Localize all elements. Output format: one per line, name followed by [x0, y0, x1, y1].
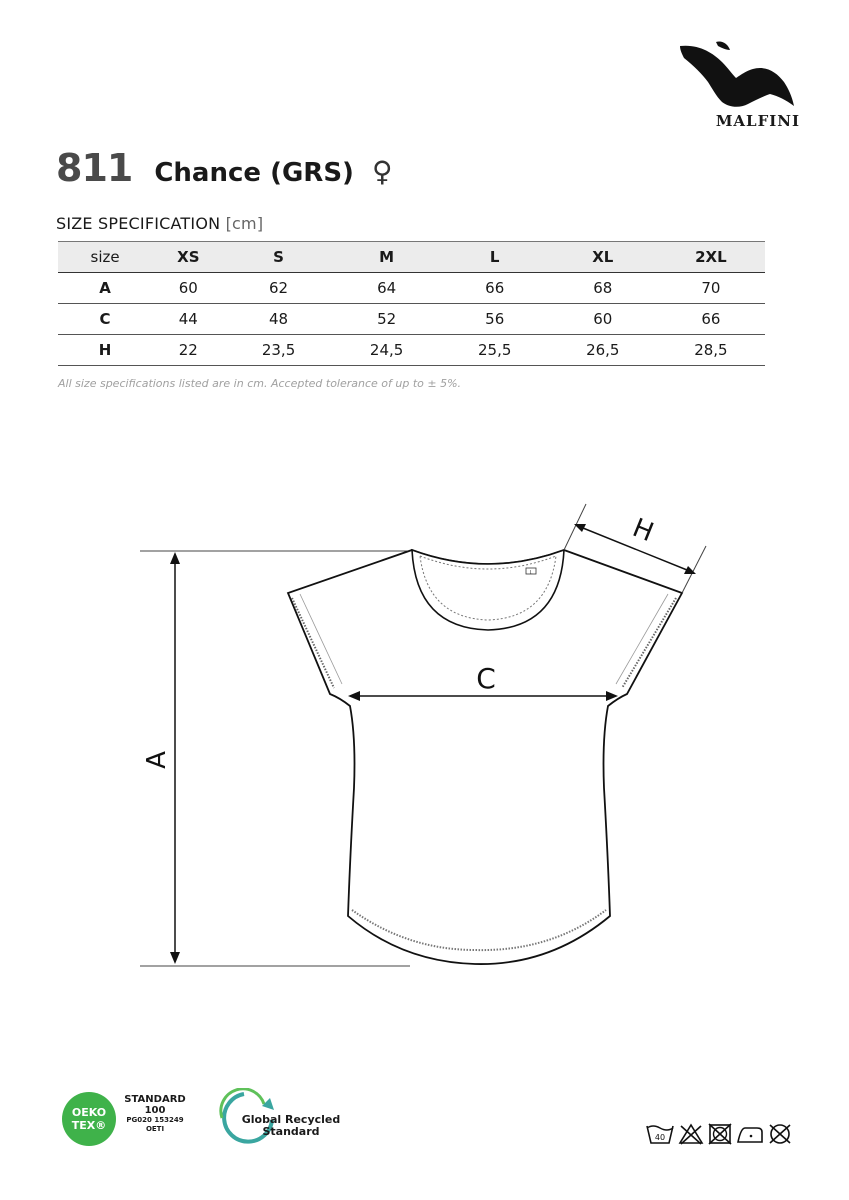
- no-bleach-icon: [677, 1122, 705, 1146]
- female-symbol-icon: ♀: [371, 155, 393, 188]
- spec-unit: [cm]: [225, 214, 264, 233]
- grs-text: [236, 1114, 346, 1138]
- spec-title-text: SIZE SPECIFICATION: [56, 214, 221, 233]
- table-row: [58, 273, 765, 304]
- row-label: A: [58, 273, 152, 304]
- product-name: Chance (GRS): [154, 158, 354, 188]
- table-row: [58, 304, 765, 335]
- product-title: [56, 146, 392, 192]
- header-size: XS: [152, 242, 224, 273]
- header-size: XL: [549, 242, 657, 273]
- table-cell: 60: [152, 273, 224, 304]
- care-symbols: [645, 1122, 793, 1146]
- brand-logo: [660, 38, 810, 138]
- table-cell: 48: [225, 304, 333, 335]
- grs-badge: [214, 1088, 344, 1148]
- shirt-tag-size: L: [529, 570, 533, 576]
- table-cell: 28,5: [657, 335, 765, 366]
- oeko-institute: OETI: [145, 1125, 165, 1133]
- table-cell: 68: [549, 273, 657, 304]
- dimension-label-c: C: [476, 662, 496, 695]
- table-cell: 66: [441, 273, 549, 304]
- dimension-label-h: H: [628, 513, 658, 549]
- table-row: [58, 335, 765, 366]
- iron-low-icon: [735, 1122, 765, 1146]
- table-header-row: [58, 242, 765, 273]
- wash-temperature: 40: [654, 1133, 666, 1142]
- no-tumble-dry-icon: [707, 1122, 733, 1146]
- table-cell: 62: [225, 273, 333, 304]
- wash-40-icon: [645, 1122, 675, 1146]
- table-cell: 56: [441, 304, 549, 335]
- oeko-standard: STANDARD: [124, 1094, 186, 1105]
- brand-name: MALFINI: [715, 112, 800, 130]
- table-cell: 23,5: [225, 335, 333, 366]
- spec-title: [56, 214, 263, 233]
- tolerance-note: All size specifications listed are in cm. Accepted tolerance of up to ± 5%.: [58, 377, 462, 390]
- oeko-line1: OEKO: [71, 1106, 107, 1119]
- table-cell: 64: [333, 273, 441, 304]
- row-label: C: [58, 304, 152, 335]
- table-cell: 52: [333, 304, 441, 335]
- oeko-tex-logo: [62, 1092, 116, 1146]
- header-size: S: [225, 242, 333, 273]
- tshirt-diagram: [140, 498, 720, 978]
- oeko-cert-code: PG020 153249: [126, 1116, 184, 1124]
- table-cell: 66: [657, 304, 765, 335]
- table-cell: 24,5: [333, 335, 441, 366]
- header-size: L: [441, 242, 549, 273]
- product-code: 811: [56, 146, 133, 190]
- grs-line1: Global Recycled: [241, 1113, 341, 1126]
- oeko-tex-badge: [62, 1092, 192, 1148]
- table-cell: 70: [657, 273, 765, 304]
- header-size: M: [333, 242, 441, 273]
- table-cell: 22: [152, 335, 224, 366]
- oeko-line2: TEX®: [71, 1119, 107, 1132]
- table-cell: 26,5: [549, 335, 657, 366]
- no-dry-clean-icon: [767, 1122, 793, 1146]
- size-table: [58, 241, 765, 366]
- grs-line2: Standard: [262, 1125, 320, 1138]
- header-size: 2XL: [657, 242, 765, 273]
- row-label: H: [58, 335, 152, 366]
- table-cell: 60: [549, 304, 657, 335]
- table-cell: 44: [152, 304, 224, 335]
- header-size-label: size: [58, 242, 152, 273]
- dimension-label-a: A: [142, 751, 172, 769]
- table-cell: 25,5: [441, 335, 549, 366]
- eagle-icon: [678, 38, 796, 110]
- oeko-tex-details: [120, 1094, 190, 1134]
- oeko-standard-number: 100: [144, 1105, 166, 1116]
